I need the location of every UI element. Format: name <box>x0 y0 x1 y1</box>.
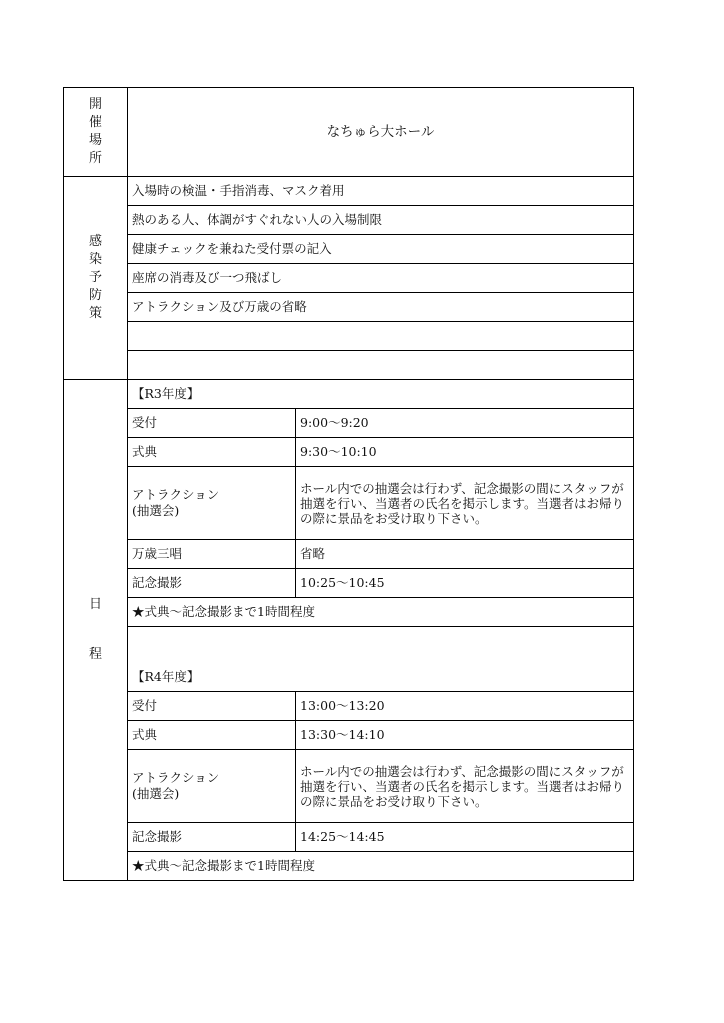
prevention-label-cell <box>64 177 128 380</box>
prevention-item-blank <box>128 322 634 351</box>
schedule-label-bottom: 程 <box>88 647 102 662</box>
table-row <box>64 540 634 569</box>
r4-item: アトラクション (抽選会) <box>128 750 296 823</box>
r3-detail: ホール内での抽選会は行わず、記念撮影の間にスタッフが抽選を行い、当選者の氏名を掲示します。当選者はお帰りの際に景品をお受け取り下さい。 <box>296 467 634 540</box>
venue-label-cell <box>64 88 128 177</box>
r4-detail: ホール内での抽選会は行わず、記念撮影の間にスタッフが抽選を行い、当選者の氏名を掲示します。当選者はお帰りの際に景品をお受け取り下さい。 <box>296 750 634 823</box>
r4-item: 記念撮影 <box>128 823 296 852</box>
event-document <box>63 87 633 881</box>
event-table <box>63 87 634 881</box>
r3-item: 式典 <box>128 438 296 467</box>
venue-label: 開催場所 <box>88 97 102 166</box>
r4-detail: 13:00～13:20 <box>296 692 634 721</box>
table-row <box>64 467 634 540</box>
table-row <box>64 409 634 438</box>
r3-item: 記念撮影 <box>128 569 296 598</box>
prevention-item: 熱のある人、体調がすぐれない人の入場制限 <box>128 206 634 235</box>
r3-note: ★式典～記念撮影まで1時間程度 <box>128 598 634 627</box>
r3-item: アトラクション (抽選会) <box>128 467 296 540</box>
table-row <box>64 692 634 721</box>
prevention-label: 感染予防策 <box>88 234 102 321</box>
schedule-label-top: 日 <box>88 597 102 612</box>
prevention-row <box>64 177 634 206</box>
prevention-item: アトラクション及び万歳の省略 <box>128 293 634 322</box>
r3-detail: 9:30～10:10 <box>296 438 634 467</box>
r4-item: 式典 <box>128 721 296 750</box>
venue-value: なちゅら大ホール <box>128 88 634 177</box>
prevention-item: 座席の消毒及び一つ飛ばし <box>128 264 634 293</box>
table-row <box>64 569 634 598</box>
table-row <box>64 750 634 823</box>
venue-row <box>64 88 634 177</box>
table-row <box>64 721 634 750</box>
prevention-item: 入場時の検温・手指消毒、マスク着用 <box>128 177 634 206</box>
r3-detail: 省略 <box>296 540 634 569</box>
prevention-item-blank <box>128 351 634 380</box>
schedule-label-cell <box>64 380 128 881</box>
r4-note: ★式典～記念撮影まで1時間程度 <box>128 852 634 881</box>
r4-detail: 13:30～14:10 <box>296 721 634 750</box>
r3-detail: 9:00～9:20 <box>296 409 634 438</box>
r3-year-heading: 【R3年度】 <box>128 380 634 409</box>
r4-detail: 14:25～14:45 <box>296 823 634 852</box>
r4-item: 受付 <box>128 692 296 721</box>
table-row <box>64 438 634 467</box>
prevention-item: 健康チェックを兼ねた受付票の記入 <box>128 235 634 264</box>
r3-item: 万歳三唱 <box>128 540 296 569</box>
table-row <box>64 823 634 852</box>
r4-year-heading: 【R4年度】 <box>128 627 634 692</box>
r3-detail: 10:25～10:45 <box>296 569 634 598</box>
r3-item: 受付 <box>128 409 296 438</box>
